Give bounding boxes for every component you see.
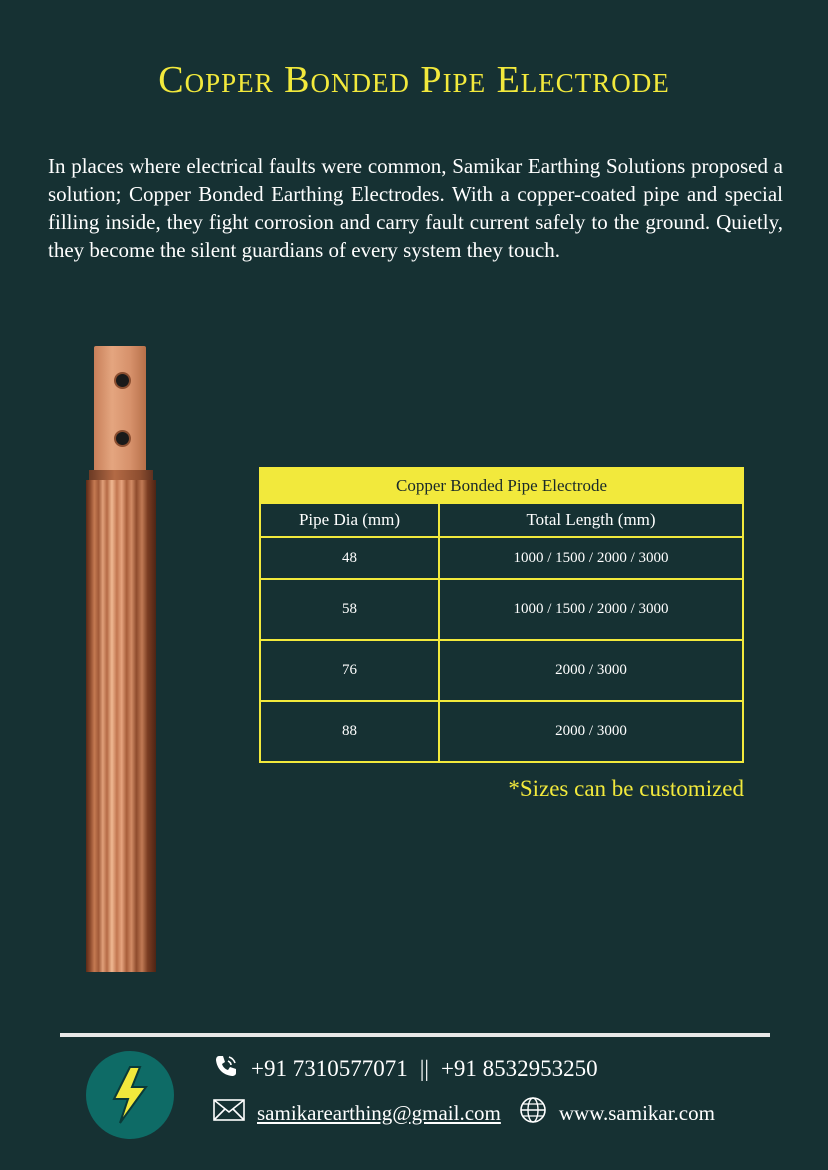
column-header-length: Total Length (mm) [439, 503, 743, 537]
table-row [260, 579, 743, 640]
intro-paragraph: In places where electrical faults were common, Samikar Earthing Solutions proposed a solution; Copper Bonded Earthing Electrodes. With a copper-coated pipe and special filling inside, they fight corrosion and carry fault current safely to the ground. Quietly, they become the silent guardians of every system they touch. [48, 154, 783, 262]
cell-dia: 88 [260, 701, 439, 762]
electrode-flat-lug [94, 346, 146, 478]
cell-dia: 76 [260, 640, 439, 701]
spec-table [259, 467, 744, 763]
cell-length: 2000 / 3000 [439, 701, 743, 762]
email-link[interactable]: samikarearthing@gmail.com [257, 1100, 501, 1125]
globe-icon [519, 1096, 547, 1130]
phone-separator: || [419, 1056, 429, 1081]
phone-number-2[interactable]: +91 8532953250 [440, 1056, 598, 1081]
table-row [260, 701, 743, 762]
column-header-dia: Pipe Dia (mm) [260, 503, 439, 537]
lightning-bolt-icon [86, 1051, 174, 1139]
lug-hole [114, 372, 131, 389]
page-title: Copper Bonded Pipe Electrode [158, 59, 670, 101]
company-logo [86, 1051, 174, 1139]
phone-row [213, 1053, 598, 1085]
table-row [260, 537, 743, 579]
cell-length: 2000 / 3000 [439, 640, 743, 701]
website-link[interactable]: www.samikar.com [558, 1100, 715, 1125]
electrode-image [86, 346, 156, 972]
phone-number-1[interactable]: +91 7310577071 [251, 1056, 408, 1081]
divider [60, 1033, 770, 1037]
cell-dia: 58 [260, 579, 439, 640]
cell-length: 1000 / 1500 / 2000 / 3000 [439, 579, 743, 640]
phone-icon [213, 1053, 239, 1085]
cell-dia: 48 [260, 537, 439, 579]
customization-note: *Sizes can be customized [508, 776, 744, 801]
email-web-row [213, 1096, 715, 1130]
lug-hole [114, 430, 131, 447]
electrode-pipe [86, 480, 156, 972]
envelope-icon [213, 1099, 245, 1127]
table-caption: Copper Bonded Pipe Electrode [260, 468, 743, 503]
cell-length: 1000 / 1500 / 2000 / 3000 [439, 537, 743, 579]
table-row [260, 640, 743, 701]
